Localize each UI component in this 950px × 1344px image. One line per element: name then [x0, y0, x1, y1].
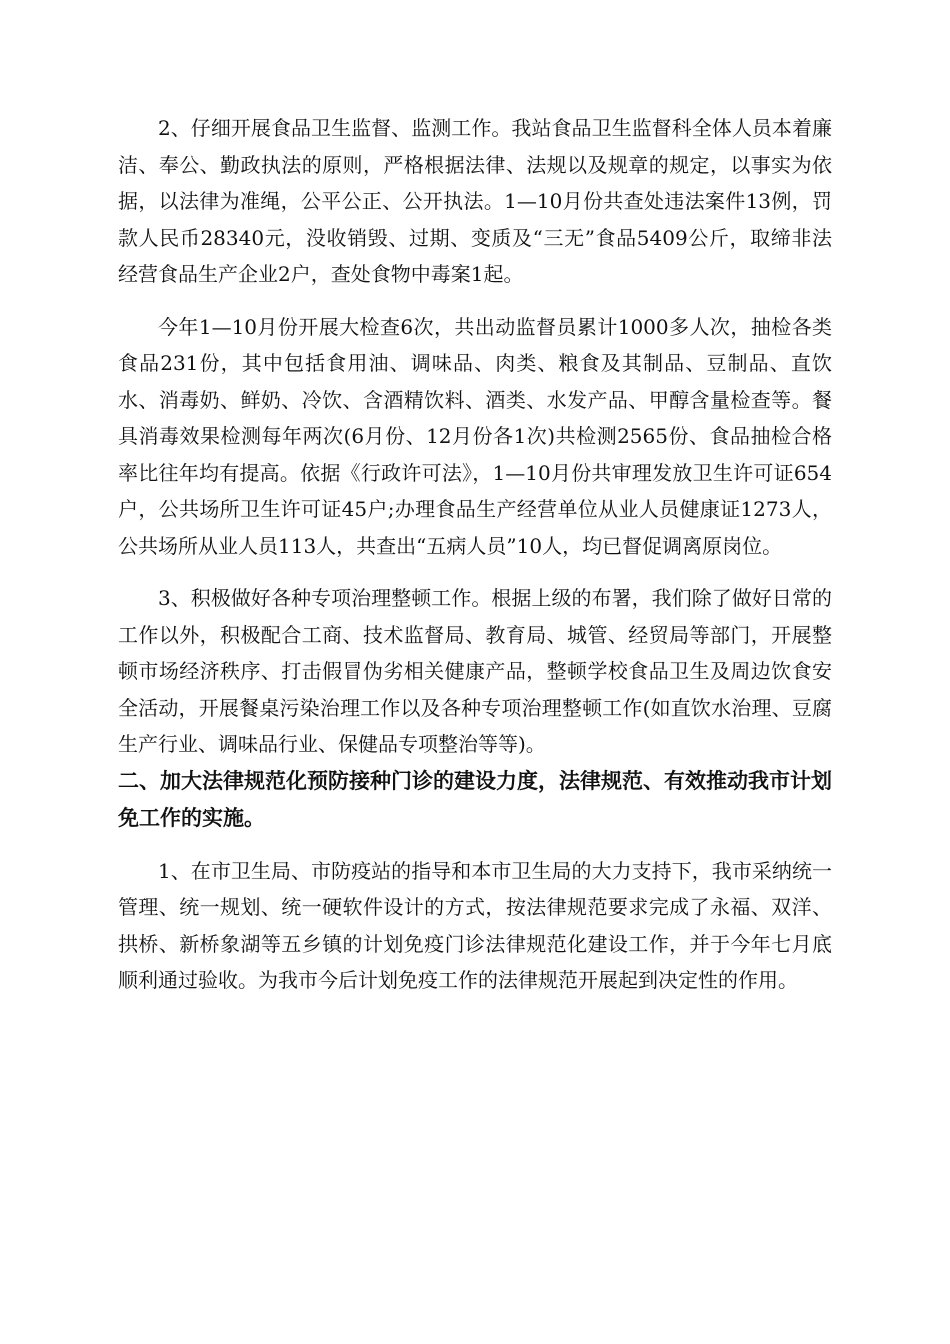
section-heading-vaccination-clinic: 二、加大法律规范化预防接种门诊的建设力度，法律规范、有效推动我市计划免工作的实施。 [118, 768, 832, 830]
paragraph-clinic-construction: 1、在市卫生局、市防疫站的指导和本市卫生局的大力支持下，我市采纳统一管理、统一规划、统一硬软件设计的方式，按法律规范要求完成了永福、双洋、拱桥、新桥象湖等五乡镇的计划免疫门诊法律规范化建设工作，并于今年七月底顺利通过验收。为我市今后计划免疫工作的法律规范开展起到决定性的作用。 [118, 858, 832, 992]
paragraph-special-rectification: 3、积极做好各种专项治理整顿工作。根据上级的布署，我们除了做好日常的工作以外，积极配合工商、技术监督局、教育局、城管、经贸局等部门，开展整顿市场经济秩序、打击假冒伪劣相关健康产品，整顿学校食品卫生及周边饮食安全活动，开展餐桌污染治理工作以及各种专项治理整顿工作(如直饮水治理、豆腐生产行业、调味品行业、保健品专项整治等等)。 [118, 586, 832, 756]
paragraph-inspection-statistics: 今年1—10月份开展大检查6次，共出动监督员累计1000多人次，抽检各类食品231份，其中包括食用油、调味品、肉类、粮食及其制品、豆制品、直饮水、消毒奶、鲜奶、冷饮、含酒精饮料、酒类、水发产品、甲醇含量检查等。餐具消毒效果检测每年两次(6月份、12月份各1次)共检测2565份、食品抽检合格率比往年均有提高。依据《行政许可法》，1—10月份共审理发放卫生许可证654户，公共场所卫生许可证45户;办理食品生产经营单位从业人员健康证1273人，公共场所从业人员113人，共查出“五病人员”10人，均已督促调离原岗位。 [118, 314, 832, 558]
paragraph-food-hygiene-supervision: 2、仔细开展食品卫生监督、监测工作。我站食品卫生监督科全体人员本着廉洁、奉公、勤政执法的原则，严格根据法律、法规以及规章的规定，以事实为依据，以法律为准绳，公平公正、公开执法。1—10月份共查处违法案件13例，罚款人民币28340元，没收销毁、过期、变质及“三无”食品5409公斤，取缔非法经营食品生产企业2户，查处食物中毒案1起。 [118, 116, 832, 286]
